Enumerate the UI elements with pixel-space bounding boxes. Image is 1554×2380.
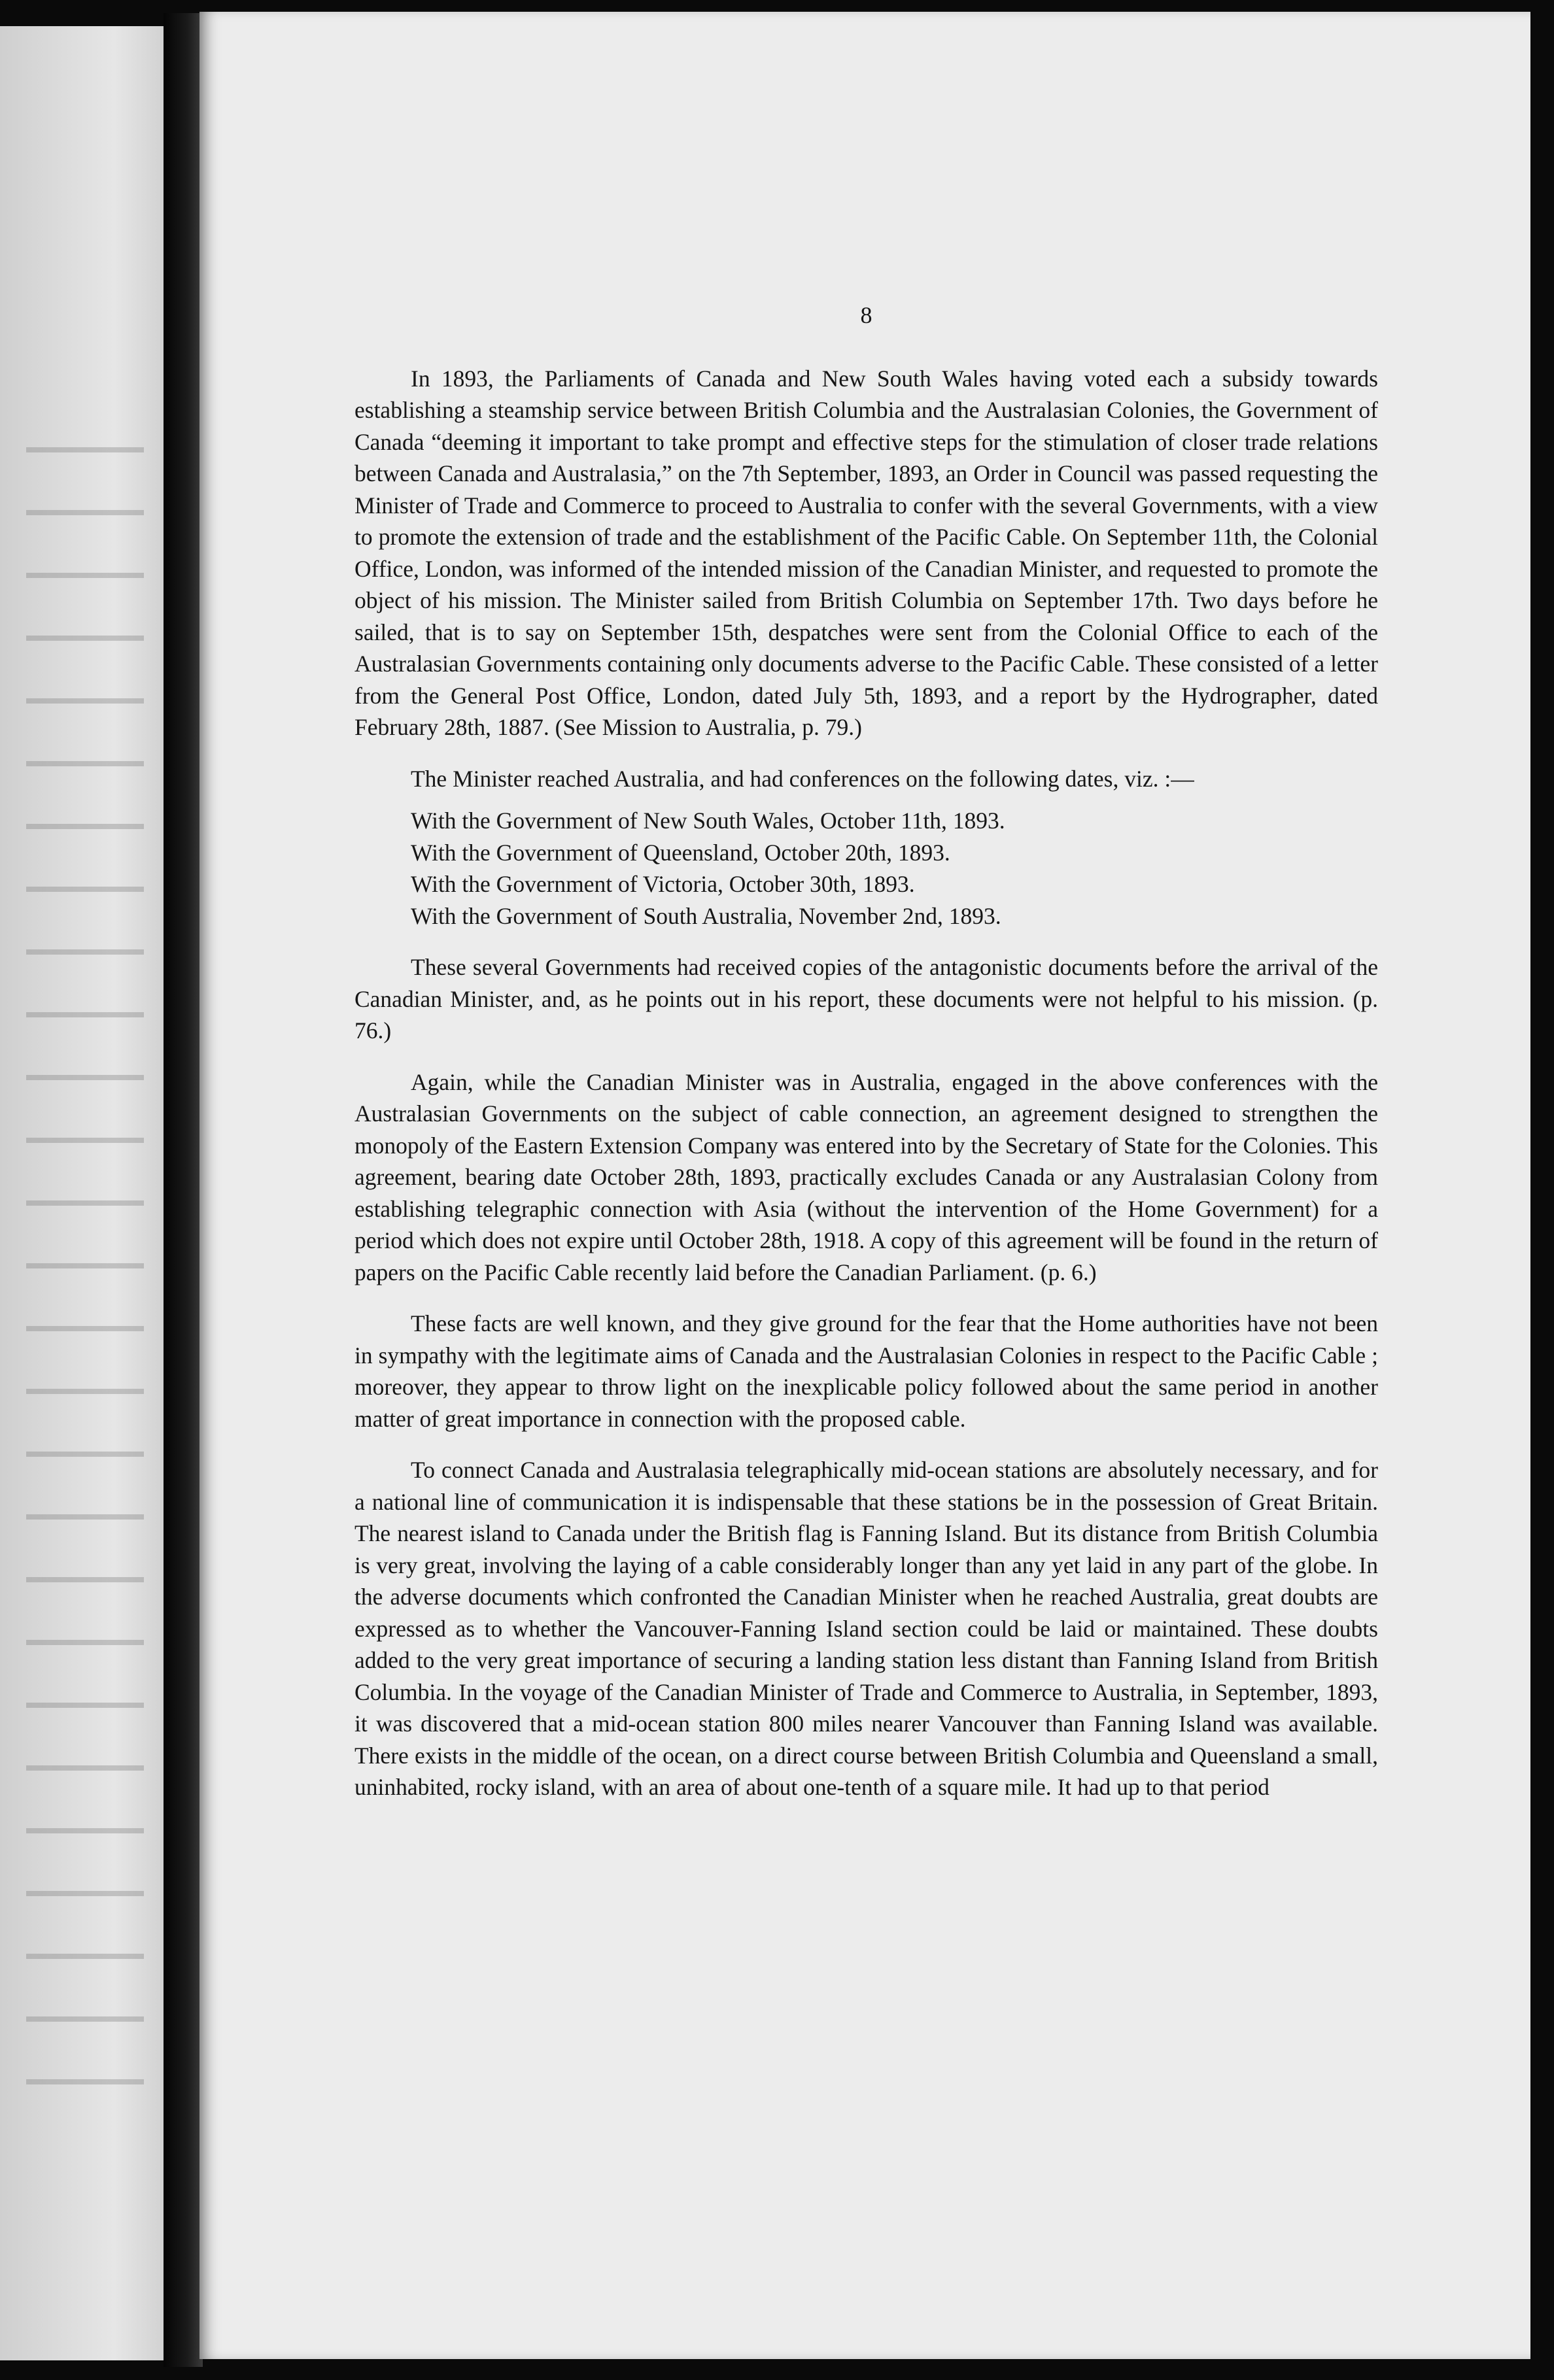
paragraph-eastern-extension-agreement: Again, while the Canadian Minister was in Australia, engaged in the above conferences with the Australasian Governments on the subject of cable connection, an agreement designed to strengthen the monopoly of the Eastern Extension Company was entered into by the Secretary of State for the Colonies. This agreement, bearing date October 28th, 1893, practically excludes Canada or any Australasian Colony from establishing telegraphic connection with Asia (without the intervention of the Home Government) for a period which does not expire until October 28th, 1918. A copy of this agreement will be found in the return of papers on the Pacific Cable recently laid before the Canadian Parliament. (p. 6.) (354, 1068, 1378, 1285)
paragraph-mid-ocean-stations: To connect Canada and Australasia telegraphically mid-ocean stations are absolutely necessary, and for a national line of communication it is indispensable that these stations be in the possession of Great Britain. The nearest island to Canada under the British flag is Fanning Island. But its distance from British Columbia is very great, involving the laying of a cable considerably longer than any yet laid in any part of the globe. In the adverse documents which confronted the Canadian Minister when he reached Australia, great doubts are expressed as to whether the Vancouver-Fanning Island section could be laid or maintained. These doubts added to the very great importance of securing a landing station less distant than Fanning Island from British Columbia. In the voyage of the Canadian Minister of Trade and Commerce to Australia, in September, 1893, it was discovered that a mid-ocean station 800 miles nearer Vancouver than Fanning Island was available. There exists in the middle of the ocean, on a direct course between British Columbia and Queensland a small, uninhabited, rocky island, with an area of about one-tenth of a square mile. It had up to that period (354, 1457, 1378, 1800)
list-item: With the Government of South Australia, November 2nd, 1893. (411, 902, 1001, 929)
document-page (199, 12, 1530, 2359)
page-number: 8 (860, 302, 872, 328)
conference-dates-list (354, 805, 1378, 932)
facing-page-edge (0, 26, 164, 2360)
paragraph-antagonistic-documents: These several Governments had received copies of the antagonistic documents before the arrival of the Canadian Minister, and, as he points out in his report, these documents were not helpful to his mission. (p. 76.) (354, 954, 1378, 1044)
list-item: With the Government of New South Wales, October 11th, 1893. (411, 808, 1005, 834)
paragraph-conferences-intro: The Minister reached Australia, and had conferences on the following dates, viz. :— (411, 765, 1194, 792)
paragraph-1893-parliaments: In 1893, the Parliaments of Canada and New South Wales having voted each a subsidy towards establishing a steamship service between British Columbia and the Australasian Colonies, the Government of Canada “deeming it important to take prompt and effective steps for the stimulation of closer trade relations between Canada and Australasia,” on the 7th September, 1893, an Order in Council was passed requesting the Minister of Trade and Commerce to proceed to Australia to confer with the several Governments, with a view to promote the extension of trade and the establishment of the Pacific Cable. On September 11th, the Colonial Office, London, was informed of the intended mission of the Canadian Minister, and requested to promote the object of his mission. The Minister sailed from British Columbia on September 17th. Two days before he sailed, that is to say on September 15th, despatches were sent from the Colonial Office to each of the Australasian Governments containing only documents adverse to the Pacific Cable. These consisted of a letter from the General Post Office, London, dated July 5th, 1893, and a report by the Hydrographer, dated February 28th, 1887. (See Mission to Australia, p. 79.) (354, 365, 1378, 740)
list-item: With the Government of Queensland, October 20th, 1893. (411, 839, 950, 866)
book-gutter (164, 13, 203, 2367)
facing-page-text-fragments (26, 418, 144, 2118)
list-item: With the Government of Victoria, October 30th, 1893. (411, 871, 915, 897)
page-content (354, 299, 1378, 1823)
paragraph-home-authorities: These facts are well known, and they give ground for the fear that the Home authorities have not been in sympathy with the legitimate aims of Canada and the Australasian Colonies in respect to the Pacific Cable ; moreover, they appear to throw light on the inexplicable policy followed about the same period in another matter of great importance in connection with the proposed cable. (354, 1310, 1378, 1432)
